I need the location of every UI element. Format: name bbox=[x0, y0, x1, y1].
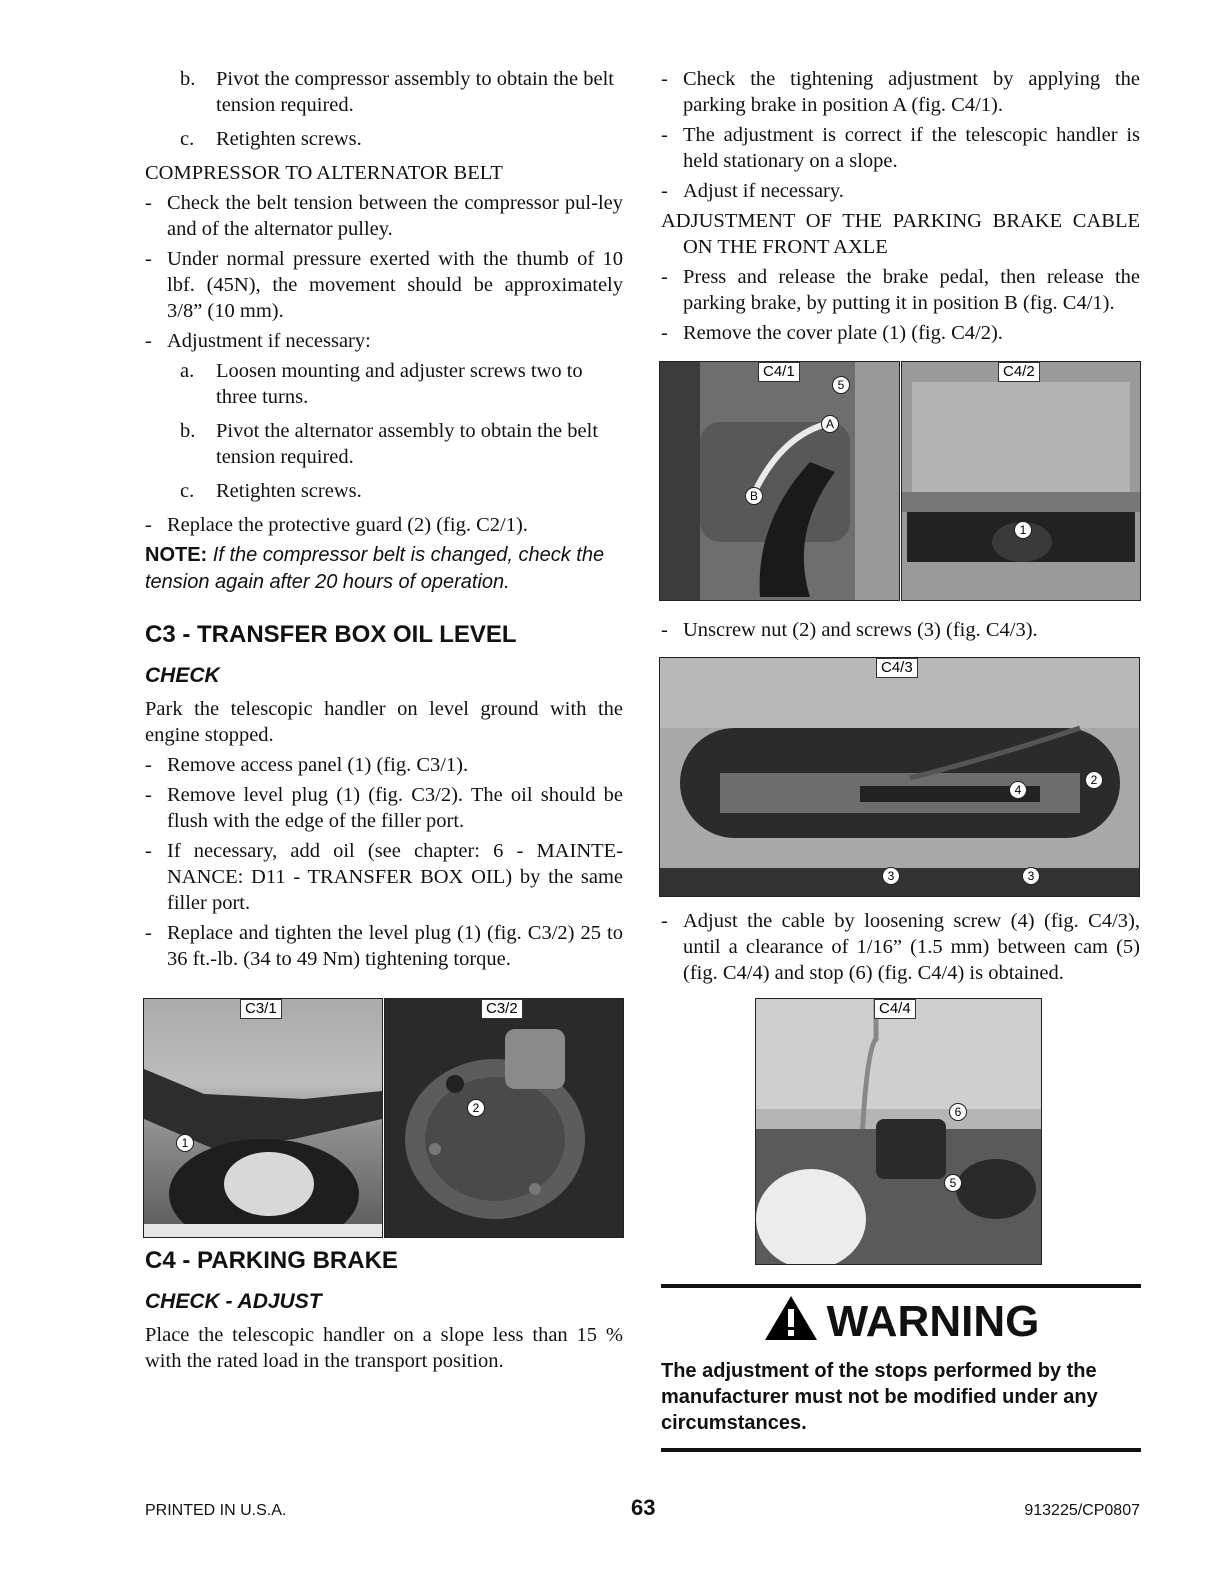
step-item: b. Pivot the compressor assembly to obtain the belt tension required. bbox=[180, 68, 614, 116]
footer-doc-id: 913225/CP0807 bbox=[1024, 1502, 1140, 1519]
right-unscrew bbox=[661, 617, 1140, 647]
callout-marker: 3 bbox=[882, 867, 900, 885]
callout-marker: 6 bbox=[949, 1103, 967, 1121]
dash-item: - Replace the protective guard (2) (fig. C2/1). bbox=[145, 514, 528, 536]
callout-marker: 2 bbox=[467, 1099, 485, 1117]
dash-item: - Unscrew nut (2) and screws (3) (fig. C4/3). bbox=[661, 619, 1038, 641]
dash-item: - Replace and tighten the level plug (1) (fig. C3/2) 25 to 36 ft.-lb. (34 to 49 Nm) tightening torque. bbox=[145, 922, 623, 970]
paragraph: Place the telescopic handler on a slope less than 15 % with the rated load in the transport position. bbox=[145, 1324, 623, 1372]
figure-c3-2 bbox=[384, 998, 624, 1238]
callout-marker: 3 bbox=[1022, 867, 1040, 885]
page-number: 63 bbox=[631, 1495, 656, 1520]
figure-label: C4/2 bbox=[998, 362, 1040, 382]
photo-transfer-box bbox=[385, 999, 623, 1237]
subheading-check: CHECK bbox=[145, 664, 220, 687]
step-item: c. Retighten screws. bbox=[180, 480, 362, 502]
dash-item: - Check the tightening adjustment by applying the parking brake in position A (fig. C4/1). bbox=[661, 68, 1140, 116]
photo-brake-lever bbox=[660, 362, 899, 600]
dash-item: - Adjust the cable by loosening screw (4) (fig. C4/3), until a clearance of 1/16” (1.5 mm) between cam (5) (fig. C4/4) and stop (6) (fig. C4/4) is obtained. bbox=[661, 910, 1140, 984]
warning-title: WARNING bbox=[661, 1294, 1141, 1348]
left-lower bbox=[145, 1246, 623, 1374]
dash-item: - Check the belt tension between the compressor pul-ley and of the alternator pulley. bbox=[145, 192, 623, 240]
figure-label: C3/1 bbox=[240, 999, 282, 1019]
dash-item: - Remove access panel (1) (fig. C3/1). bbox=[145, 754, 469, 776]
figure-label: C4/4 bbox=[874, 999, 916, 1019]
step-item: a. Loosen mounting and adjuster screws two to three turns. bbox=[180, 360, 583, 408]
section-heading-c4: C4 - PARKING BRAKE bbox=[145, 1247, 398, 1274]
figure-c4-2 bbox=[901, 361, 1141, 601]
figure-c4-3 bbox=[659, 657, 1140, 897]
dash-item: - If necessary, add oil (see chapter: 6 - MAINTE-NANCE: D11 - TRANSFER BOX OIL) by the same filler port. bbox=[145, 840, 623, 914]
right-column bbox=[661, 66, 1140, 350]
warning-top-rule bbox=[661, 1284, 1141, 1288]
photo-brake-cable bbox=[660, 658, 1139, 896]
paragraph: Park the telescopic handler on level ground with the engine stopped. bbox=[145, 698, 623, 746]
photo-cam-stop bbox=[756, 999, 1041, 1264]
callout-marker: A bbox=[821, 415, 839, 433]
callout-marker: B bbox=[745, 487, 763, 505]
dash-item: - Remove level plug (1) (fig. C3/2). The oil should be flush with the edge of the filler port. bbox=[145, 784, 623, 832]
subheading-check-adjust: CHECK - ADJUST bbox=[145, 1290, 322, 1313]
footer-printed: PRINTED IN U.S.A. bbox=[145, 1502, 287, 1519]
dash-item: - Press and release the brake pedal, then release the parking brake, by putting it in position B (fig. C4/1). bbox=[661, 266, 1140, 314]
figure-c4-1 bbox=[659, 361, 900, 601]
figure-c3-1 bbox=[143, 998, 383, 1238]
figure-label: C3/2 bbox=[481, 999, 523, 1019]
warning-text: The adjustment of the stops performed by the manufacturer must not be modified under any circumstances. bbox=[661, 1360, 1098, 1434]
photo-cover-plate bbox=[902, 362, 1140, 600]
section-heading-c3: C3 - TRANSFER BOX OIL LEVEL bbox=[145, 621, 517, 648]
dash-item: - Remove the cover plate (1) (fig. C4/2). bbox=[661, 322, 1003, 344]
callout-marker: 1 bbox=[176, 1134, 194, 1152]
callout-marker: 2 bbox=[1085, 771, 1103, 789]
photo-access-panel bbox=[144, 999, 382, 1237]
callout-marker: 5 bbox=[832, 376, 850, 394]
figure-label: C4/1 bbox=[758, 362, 800, 382]
dash-item: - Adjust if necessary. bbox=[661, 180, 844, 202]
warning-bottom-rule bbox=[661, 1448, 1141, 1452]
callout-marker: 1 bbox=[1014, 521, 1032, 539]
left-column bbox=[145, 66, 623, 976]
note: NOTE: If the compressor belt is changed, check the tension again after 20 hours of operation. bbox=[145, 544, 605, 593]
step-item: c. Retighten screws. bbox=[180, 128, 362, 150]
dash-item: - Under normal pressure exerted with the thumb of 10 lbf. (45N), the movement should be approximately 3/8” (10 mm). bbox=[145, 248, 623, 322]
figure-c4-4 bbox=[755, 998, 1042, 1265]
warning-triangle-icon bbox=[763, 1294, 819, 1342]
figure-label: C4/3 bbox=[876, 658, 918, 678]
step-item: b. Pivot the alternator assembly to obtain the belt tension required. bbox=[180, 420, 599, 468]
section-title: COMPRESSOR TO ALTERNATOR BELT bbox=[145, 162, 503, 184]
dash-item: - The adjustment is correct if the telescopic handler is held stationary on a slope. bbox=[661, 124, 1140, 172]
section-title: ADJUSTMENT OF THE PARKING BRAKE CABLE ON THE FRONT AXLE bbox=[661, 210, 1140, 258]
callout-marker: 4 bbox=[1009, 781, 1027, 799]
callout-marker: 5 bbox=[944, 1174, 962, 1192]
right-adjust bbox=[661, 908, 1140, 990]
dash-item: - Adjustment if necessary: bbox=[145, 330, 371, 352]
